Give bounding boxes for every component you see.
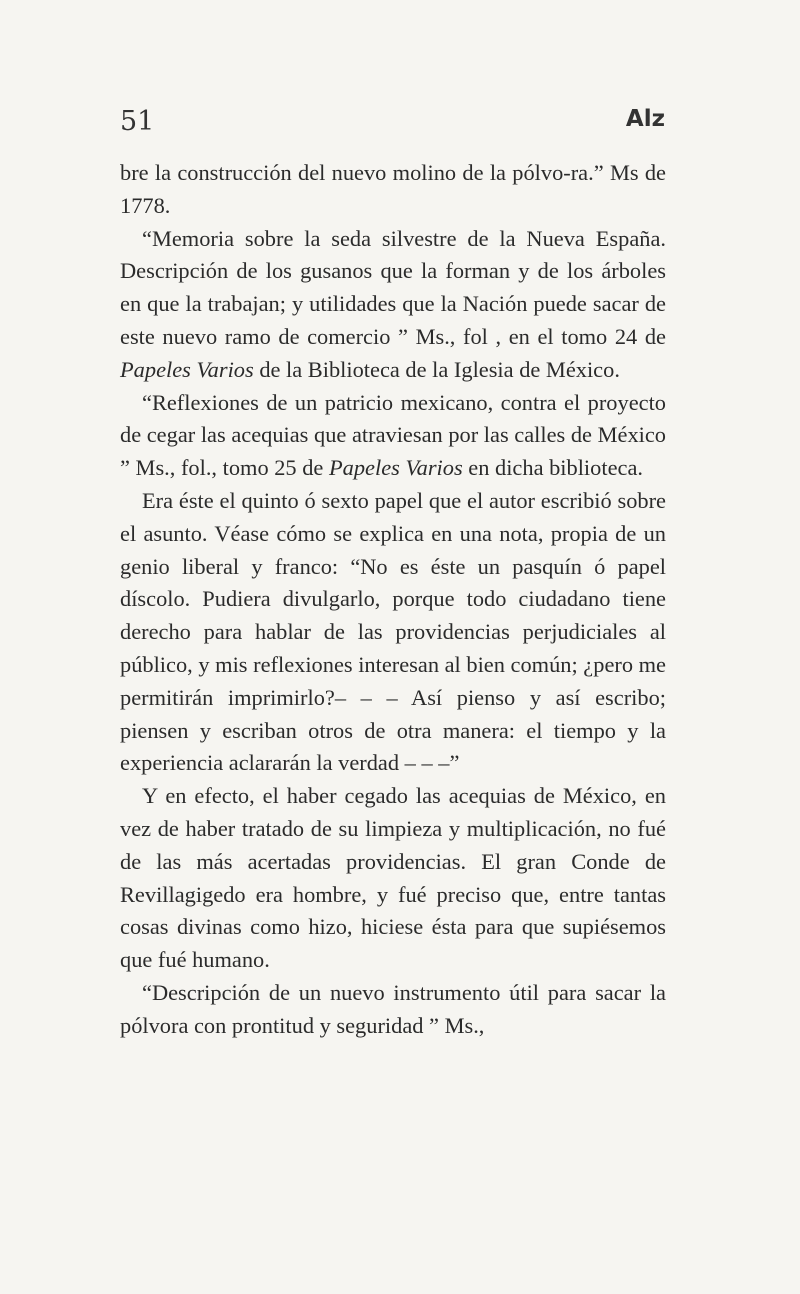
text-segment: “Reflexiones de un patricio mexicano, contra el proyecto de cegar las acequias que atraviesan por las calles de México ” Ms., fol., tomo 25 de [120, 389, 666, 481]
page-number: 51 [120, 106, 155, 137]
italic-title: Papeles Varios [328, 455, 463, 481]
paragraph-acequias [120, 780, 666, 977]
page-header [120, 106, 665, 146]
text-segment: “Memoria sobre la seda silvestre de la Nueva España. Descripción de los gusanos que la forman y de los árboles en que la trabajan; y utilidades que la Nación puede sacar de este nuevo ramo de comercio ” Ms., fol , en el tomo 24 de [120, 225, 666, 349]
text-segment: Y en efecto, el haber cegado las acequias de México, en vez de haber tratado de su limpieza y multiplicación, no fué de las más acertadas providencias. El gran Conde de Revillagigedo era hombre, y fué preciso que, entre tantas cosas divinas como hizo, hiciese ésta para que supiésemos que fué humano. [120, 783, 666, 973]
paragraph-memoria-seda [120, 223, 666, 387]
italic-title: Papeles Varios [120, 356, 254, 382]
body-text [120, 157, 666, 1043]
text-segment: de la Biblioteca de la Iglesia de México. [253, 356, 620, 382]
paragraph-continuation [120, 157, 666, 223]
paragraph-descripcion-instrumento [120, 977, 666, 1043]
paragraph-reflexiones [120, 387, 666, 485]
text-segment: bre la construcción del nuevo molino de la pólvo-ra.” Ms de 1778. [120, 160, 666, 218]
running-head: Alz [625, 106, 665, 132]
text-segment: Era éste el quinto ó sexto papel que el autor escribió sobre el asunto. Véase cómo se explica en una nota, propia de un genio liberal y franco: “No es éste un pasquín ó papel díscolo. Pudiera divulgarlo, porque todo ciudadano tiene derecho para hablar de las providencias perjudiciales al público, y mis reflexiones interesan al bien común; ¿pero me permitirán imprimirlo?– – – Así pienso y así escribo; piensen y escriban otros de otra manera: el tiempo y la experiencia aclararán la verdad – – –” [120, 487, 666, 776]
text-segment: en dicha biblioteca. [462, 455, 643, 481]
text-segment: “Descripción de un nuevo instrumento útil para sacar la pólvora con prontitud y seguridad ” Ms., [120, 979, 666, 1038]
paragraph-quinto-papel [120, 485, 666, 780]
